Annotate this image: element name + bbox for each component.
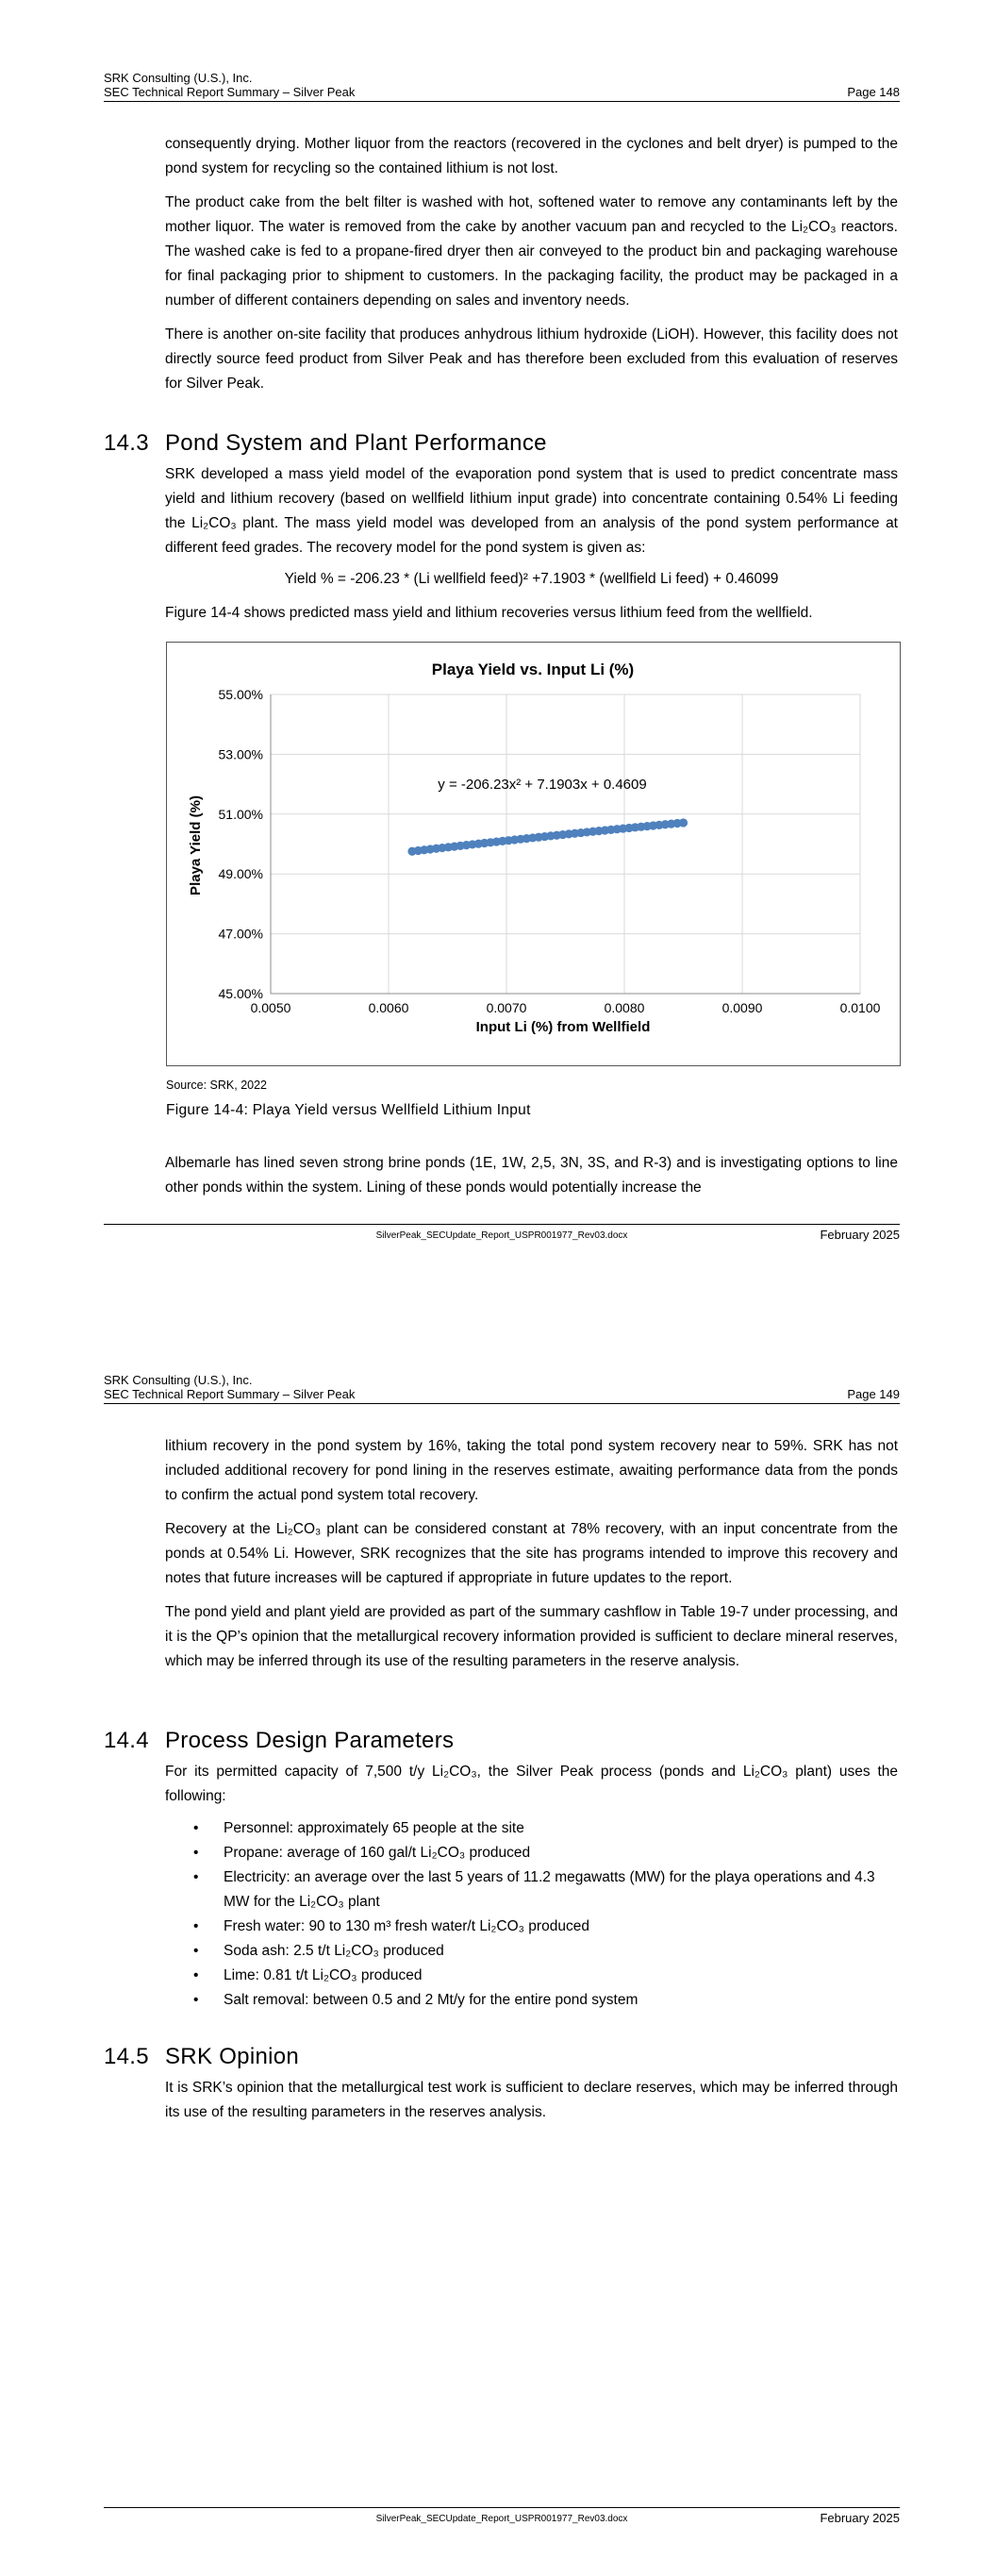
paragraph: consequently drying. Mother liquor from the reactors (recovered in the cyclones and belt dryer) is pumped to the pond system for recycling so the contained lithium is not lost. <box>165 136 898 176</box>
y-tick-label: 45.00% <box>218 986 263 1001</box>
y-tick-label: 47.00% <box>218 926 263 942</box>
body-text-figref <box>165 601 898 626</box>
chart-title: Playa Yield vs. Input Li (%) <box>431 661 635 678</box>
body-text-opinion <box>165 2076 898 2125</box>
process-parameter-list <box>165 1816 898 2013</box>
section-title: SRK Opinion <box>165 2044 300 2069</box>
section-number: 14.3 <box>104 430 149 456</box>
figure-source: Source: SRK, 2022 <box>166 1079 268 1092</box>
header-company: SRK Consulting (U.S.), Inc. <box>104 1373 253 1387</box>
paragraph: lithium recovery in the pond system by 16%, taking the total pond system recovery near to 59%. SRK has not included additional recovery for pond lining in the reserves estimate, awaiting performance data from the ponds to confirm the actual pond system total recovery. <box>165 1438 898 1503</box>
page-header <box>104 71 900 99</box>
body-text-bottom <box>165 1151 898 1200</box>
bullet-item: • Soda ash: 2.5 t/t Li₂CO₃ produced <box>165 1939 898 1964</box>
page-148 <box>0 0 995 1242</box>
section-number: 14.5 <box>104 2044 149 2069</box>
figure-caption: Figure 14-4: Playa Yield versus Wellfield Lithium Input <box>166 1102 531 1118</box>
y-axis-label: Playa Yield (%) <box>188 795 204 895</box>
x-tick-label: 0.0080 <box>604 1000 645 1015</box>
y-tick-label: 51.00% <box>218 806 263 822</box>
paragraph: Recovery at the Li₂CO₃ plant can be considered constant at 78% recovery, with an input concentrate from the ponds at 0.54% Li. However, SRK recognizes that the site has programs intended to improve this recovery and notes that future increases will be captured if appropriate in future updates to the report. <box>165 1521 898 1586</box>
plot-area <box>271 694 860 994</box>
body-text-pond <box>165 462 898 560</box>
bullet-item: • Lime: 0.81 t/t Li₂CO₃ produced <box>165 1964 898 1988</box>
y-tick-label: 53.00% <box>218 746 263 762</box>
section-title: Process Design Parameters <box>165 1728 455 1753</box>
page-149 <box>0 1302 995 2576</box>
footer-date: February 2025 <box>820 2511 900 2525</box>
y-tick-label: 55.00% <box>218 687 263 702</box>
body-text-recovery <box>165 1434 898 1674</box>
paragraph: The product cake from the belt filter is washed with hot, softened water to remove any contaminants left by the mother liquor. The water is removed from the cake by another vacuum pan and recycled to the Li₂CO₃ reactors. The washed cake is fed to a propane-fired dryer then air conveyed to the product bin and packaging warehouse for final packaging prior to shipment to customers. In the packaging facility, the product may be packaged in a number of different containers depending on sales and inventory needs. <box>165 194 898 309</box>
paragraph: The pond yield and plant yield are provided as part of the summary cashflow in Table 19-7 under processing, and it is the QP’s opinion that the metallurgical recovery information provided is sufficient to declare mineral reserves, which may be inferred through its use of the resulting parameters in the reserve analysis. <box>165 1604 898 1669</box>
section-heading-14-4 <box>104 1727 454 1755</box>
x-tick-label: 0.0090 <box>721 1000 763 1015</box>
x-tick-label: 0.0060 <box>368 1000 409 1015</box>
body-text-process <box>165 1760 898 1809</box>
header-company: SRK Consulting (U.S.), Inc. <box>104 71 253 85</box>
header-divider <box>104 101 900 102</box>
paragraph: Figure 14-4 shows predicted mass yield and lithium recoveries versus lithium feed from the wellfield. <box>165 605 813 621</box>
data-point <box>679 818 688 827</box>
section-heading-14-3 <box>104 429 547 458</box>
figure-frame <box>166 642 901 1066</box>
y-tick-label: 49.00% <box>218 866 263 882</box>
x-tick-label: 0.0070 <box>486 1000 527 1015</box>
footer-date: February 2025 <box>820 1228 900 1242</box>
x-tick-label: 0.0050 <box>250 1000 291 1015</box>
bullet-item: • Electricity: an average over the last 5 years of 11.2 megawatts (MW) for the playa operations and 4.3 MW for the Li₂CO₃ plant <box>165 1865 898 1915</box>
paragraph: SRK developed a mass yield model of the evaporation pond system that is used to predict concentrate mass yield and lithium recovery (based on wellfield lithium input grade) into concentrate containing 0.54% Li feeding the Li₂CO₃ plant. The mass yield model was developed from an analysis of the pond system performance at different feed grades. The recovery model for the pond system is given as: <box>165 466 898 556</box>
header-page-number: Page 149 <box>847 1387 900 1401</box>
footer-filename: SilverPeak_SECUpdate_Report_USPR001977_Rev03.docx <box>375 2514 628 2524</box>
footer-filename: SilverPeak_SECUpdate_Report_USPR001977_Rev03.docx <box>375 1230 628 1241</box>
bullet-item: • Salt removal: between 0.5 and 2 Mt/y for the entire pond system <box>165 1988 898 2013</box>
section-title: Pond System and Plant Performance <box>165 430 547 456</box>
paragraph: It is SRK’s opinion that the metallurgical test work is sufficient to declare reserves, which may be inferred through its use of the resulting parameters in the reserves analysis. <box>165 2080 898 2120</box>
header-report: SEC Technical Report Summary – Silver Peak <box>104 85 356 99</box>
section-number: 14.4 <box>104 1728 149 1753</box>
page-header <box>104 1373 900 1401</box>
x-tick-label: 0.0100 <box>839 1000 881 1015</box>
body-text-top <box>165 132 898 396</box>
playa-yield-chart <box>167 643 900 1065</box>
footer-divider <box>104 2507 900 2508</box>
section-heading-14-5 <box>104 2043 299 2071</box>
bullet-item: • Fresh water: 90 to 130 m³ fresh water/t Li₂CO₃ produced <box>165 1915 898 1939</box>
footer-divider <box>104 1224 900 1225</box>
paragraph: There is another on-site facility that produces anhydrous lithium hydroxide (LiOH). However, this facility does not directly source feed product from Silver Peak and has therefore been excluded from this evaluation of reserves for Silver Peak. <box>165 326 898 392</box>
bullet-item: • Personnel: approximately 65 people at the site <box>165 1816 898 1841</box>
trendline-equation: y = -206.23x² + 7.1903x + 0.4609 <box>438 777 647 793</box>
paragraph: For its permitted capacity of 7,500 t/y Li₂CO₃, the Silver Peak process (ponds and Li₂CO₃ plant) uses the following: <box>165 1764 898 1804</box>
header-report: SEC Technical Report Summary – Silver Peak <box>104 1387 356 1401</box>
bullet-item: • Propane: average of 160 gal/t Li₂CO₃ produced <box>165 1841 898 1865</box>
header-divider <box>104 1403 900 1404</box>
header-page-number: Page 148 <box>847 85 900 99</box>
paragraph: Albemarle has lined seven strong brine ponds (1E, 1W, 2,5, 3N, 3S, and R-3) and is investigating options to line other ponds within the system. Lining of these ponds would potentially increase the <box>165 1155 898 1196</box>
yield-equation: Yield % = -206.23 * (Li wellfield feed)² +7.1903 * (wellfield Li feed) + 0.46099 <box>284 571 779 587</box>
x-axis-label: Input Li (%) from Wellfield <box>475 1019 651 1035</box>
